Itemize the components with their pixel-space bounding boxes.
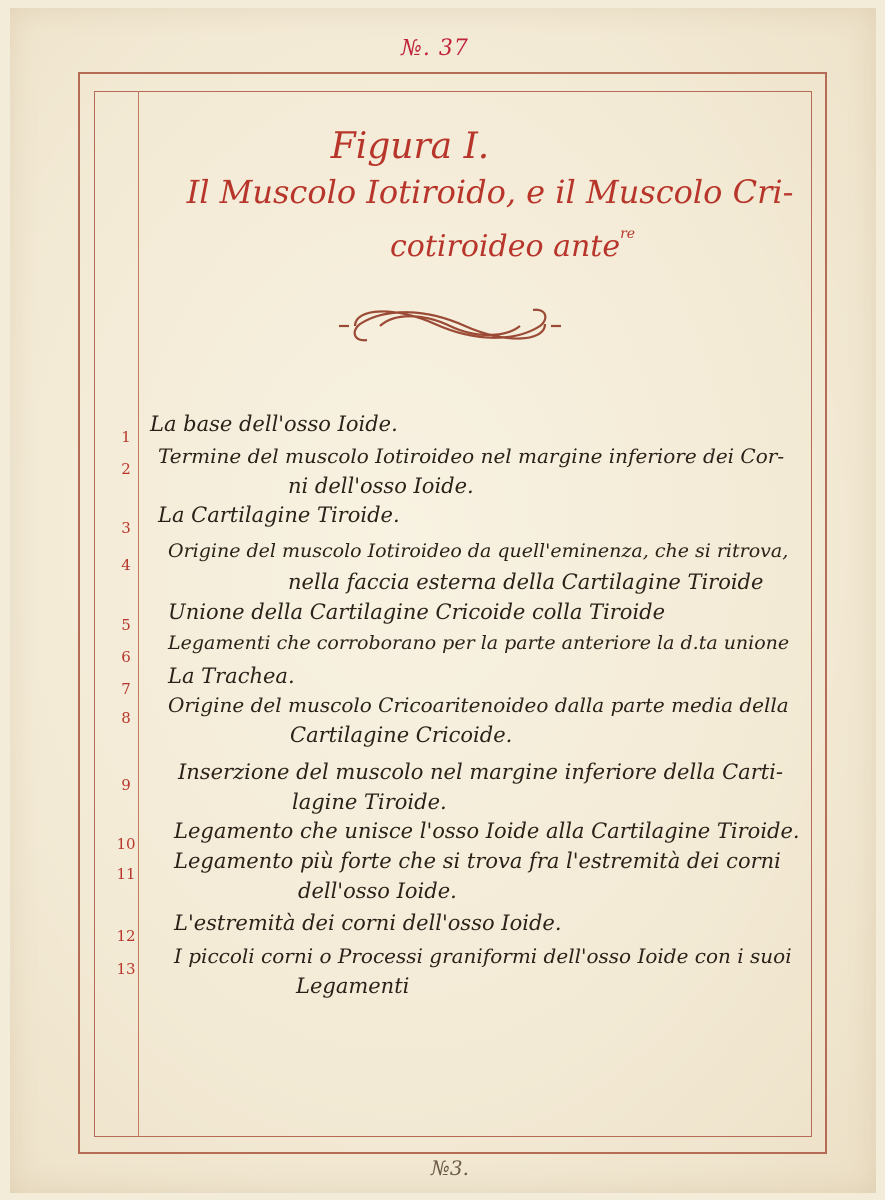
legend-text: I piccoli corni o Processi graniformi dell'osso Ioide con i suoi: [174, 944, 792, 968]
legend-text: Legamento che unisce l'osso Ioide alla Cartilagine Tiroide.: [174, 819, 800, 843]
legend-text: Cartilagine Cricoide.: [290, 723, 513, 747]
legend-text: Legamenti: [296, 974, 410, 998]
figure-subtitle-line-2-text: cotiroideo ante: [390, 229, 621, 264]
legend-text: La base dell'osso Ioide.: [150, 412, 398, 436]
legend-number: 9: [121, 776, 131, 794]
left-margin-rule: [138, 91, 139, 1137]
legend-number: 7: [121, 680, 131, 698]
legend-number: 11: [116, 865, 136, 883]
legend-text: dell'osso Ioide.: [298, 879, 457, 903]
legend-text: La Trachea.: [168, 664, 295, 688]
legend-text: Unione della Cartilagine Cricoide colla Tiroide: [168, 600, 666, 624]
legend-number: 8: [121, 709, 131, 727]
legend-text: nella faccia esterna della Cartilagine Tiroide: [288, 570, 764, 594]
folio-number-bottom: №3.: [430, 1156, 469, 1180]
legend-number: 2: [121, 460, 131, 478]
legend-text: Legamenti che corroborano per la parte anteriore la d.ta unione: [168, 632, 790, 654]
legend-number: 5: [121, 616, 131, 634]
legend-number: 1: [121, 428, 131, 446]
legend-text: Termine del muscolo Iotiroideo nel margine inferiore dei Cor-: [158, 444, 785, 468]
legend-text: lagine Tiroide.: [292, 790, 447, 814]
manuscript-page: [10, 8, 876, 1193]
figure-subtitle-superscript: re: [620, 226, 636, 242]
figure-title: Figura I.: [330, 126, 490, 167]
legend-number: 12: [116, 927, 136, 945]
folio-number-top: №. 37: [401, 36, 469, 61]
legend-number: 3: [121, 519, 131, 537]
legend-number: 10: [116, 835, 136, 853]
legend-text: ni dell'osso Ioide.: [288, 474, 474, 498]
legend-number: 4: [121, 556, 131, 574]
legend-number: 13: [116, 960, 136, 978]
figure-subtitle-line-2: [390, 226, 650, 264]
legend-number: 6: [121, 648, 131, 666]
legend-text: Origine del muscolo Iotiroideo da quell'eminenza, che si ritrova,: [168, 540, 789, 562]
legend-text: L'estremità dei corni dell'osso Ioide.: [174, 911, 562, 935]
calligraphic-flourish: [335, 296, 565, 354]
legend-text: La Cartilagine Tiroide.: [158, 503, 400, 527]
legend-text: Origine del muscolo Cricoaritenoideo dalla parte media della: [168, 693, 789, 717]
figure-subtitle-line-1: Il Muscolo Iotiroido, e il Muscolo Cri-: [186, 173, 794, 211]
legend-text: Inserzione del muscolo nel margine inferiore della Carti-: [178, 760, 783, 784]
legend-text: Legamento più forte che si trova fra l'estremità dei corni: [174, 849, 781, 873]
